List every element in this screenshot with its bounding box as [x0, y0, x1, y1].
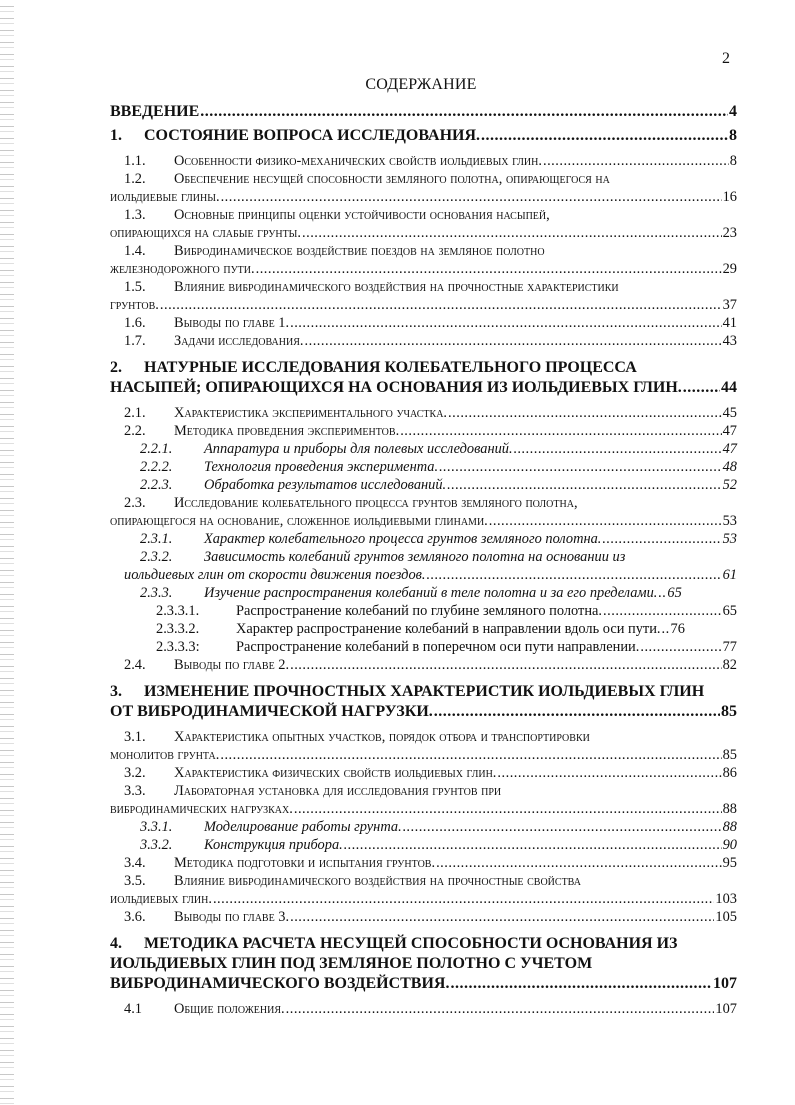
- toc-text: [124, 332, 304, 350]
- page-ref: 107: [713, 975, 737, 992]
- page-title: СОДЕРЖАНИЕ: [365, 76, 477, 93]
- table-of-contents: [110, 100, 737, 1018]
- toc-text: [140, 836, 343, 854]
- page-ref: 103: [715, 891, 737, 907]
- toc-line: [140, 836, 737, 854]
- toc-text: Распространение колебаний по глубине земляного полотна.: [236, 603, 603, 619]
- toc-line: [124, 494, 737, 512]
- toc-section-2-3[interactable]: [110, 494, 737, 530]
- section-number: 2.3.3.3:: [156, 639, 200, 655]
- toc-line: [140, 440, 737, 458]
- dot-leader: [344, 836, 722, 854]
- section-number: 3.3.2.: [140, 837, 173, 853]
- page-ref: 95: [722, 855, 737, 871]
- page-ref: 53: [722, 513, 737, 529]
- page-ref: 16: [722, 189, 737, 205]
- page-ref: 4: [729, 103, 737, 120]
- toc-line: [124, 566, 737, 584]
- toc-section-3-3[interactable]: [110, 782, 737, 818]
- dot-leader: [160, 296, 722, 314]
- toc-text: грунтов.: [110, 297, 159, 313]
- dot-leader: [447, 476, 721, 494]
- dot-leader: [290, 656, 722, 674]
- toc-line: [124, 764, 737, 782]
- section-number: 3.2.: [124, 765, 146, 781]
- page-ref: 29: [722, 261, 737, 277]
- section-number: 2.1.: [124, 405, 146, 421]
- toc-line: [124, 872, 737, 890]
- toc-text: Лабораторная установка для исследования грунтов при: [174, 783, 502, 799]
- toc-section-2-2-1[interactable]: [110, 440, 737, 458]
- toc-line: [156, 602, 737, 620]
- toc-text: [124, 1000, 285, 1018]
- toc-text: Изучение распространения колебаний в теле полотна и за его пределами.: [204, 585, 658, 601]
- toc-section-2-3-3-1[interactable]: [110, 602, 737, 620]
- page-ref: 85: [721, 703, 737, 720]
- toc-text: [124, 404, 447, 422]
- toc-line: [110, 512, 737, 530]
- dot-leader: [400, 422, 721, 440]
- toc-text: [124, 854, 435, 872]
- toc-text: Характеристика физических свойств иольдиевых глин.: [174, 765, 497, 781]
- toc-line: [124, 170, 737, 188]
- page-ref: 88: [722, 819, 737, 835]
- toc-line: [110, 260, 737, 278]
- dot-leader: [220, 746, 721, 764]
- toc-text: Распространение колебаний в поперечном оси пути направлении.: [236, 639, 640, 655]
- toc-section-1-4[interactable]: [110, 242, 737, 278]
- toc-line: [156, 638, 737, 656]
- toc-line: [124, 152, 737, 170]
- section-number: 3.1.: [124, 729, 146, 745]
- toc-line: [110, 800, 737, 818]
- toc-text: Особенности физико-механических свойств иольдиевых глин.: [174, 153, 542, 169]
- dot-leader: [481, 126, 728, 146]
- toc-chapter-2[interactable]: [110, 358, 737, 398]
- toc-line: [110, 974, 737, 994]
- toc-text: ВВЕДЕНИЕ: [110, 103, 200, 120]
- toc-section-2-3-3[interactable]: [110, 584, 737, 602]
- toc-section-2-2[interactable]: [110, 422, 737, 440]
- page-ref: 65: [722, 603, 737, 619]
- dot-leader: [221, 188, 722, 206]
- section-number: 2.2.3.: [140, 477, 173, 493]
- section-number: 2.3.: [124, 495, 146, 511]
- toc-line: [124, 332, 737, 350]
- toc-section-1-3[interactable]: [110, 206, 737, 242]
- toc-text: Характеристика опытных участков, порядок отбора и транспортировки: [174, 729, 590, 745]
- toc-line: [110, 296, 737, 314]
- toc-text: Конструкция прибора.: [204, 837, 343, 853]
- section-number: 2.3.3.: [140, 585, 173, 601]
- page-ref: 76: [670, 621, 685, 637]
- page-ref: 8: [729, 153, 737, 169]
- page-ref: 53: [722, 531, 737, 547]
- toc-line: [124, 314, 737, 332]
- toc-section-1-2[interactable]: [110, 170, 737, 206]
- page-ref: 47: [722, 441, 737, 457]
- toc-section-2-2-2[interactable]: [110, 458, 737, 476]
- toc-text: Методика проведения экспериментов.: [174, 423, 400, 439]
- page-ref: 41: [722, 315, 737, 331]
- toc-text: ОТ ВИБРОДИНАМИЧЕСКОЙ НАГРУЗКИ.: [110, 703, 433, 720]
- toc-text: [156, 602, 602, 620]
- toc-section-3-5[interactable]: [110, 872, 737, 908]
- toc-chapter-4[interactable]: [110, 934, 737, 994]
- dot-leader: [213, 890, 714, 908]
- page-ref: 61: [722, 567, 737, 583]
- page-ref: 37: [722, 297, 737, 313]
- page-ref: 48: [722, 459, 737, 475]
- toc-text: опирающегося на основание, сложенное иольдиевыми глинами.: [110, 513, 488, 529]
- dot-leader: [603, 602, 722, 620]
- toc-text: Обеспечение несущей способности земляного полотна, опирающегося на: [174, 171, 610, 187]
- toc-section-1-1[interactable]: [110, 152, 737, 170]
- section-number: 1.6.: [124, 315, 146, 331]
- toc-text: иольдиевых глин от скорости движения поездов.: [124, 567, 426, 583]
- toc-line: [124, 728, 737, 746]
- toc-section-3-3-1[interactable]: [110, 818, 737, 836]
- dot-leader: [294, 800, 722, 818]
- section-number: 4.1: [124, 1001, 142, 1017]
- section-number: 1.1.: [124, 153, 146, 169]
- toc-text: иольдиевые глины.: [110, 189, 220, 205]
- toc-text: [140, 458, 438, 476]
- section-number: 2.3.1.: [140, 531, 173, 547]
- toc-section-2-1[interactable]: [110, 404, 737, 422]
- section-number: 3.3.1.: [140, 819, 173, 835]
- section-number: 3.: [110, 683, 122, 700]
- toc-text: Характер колебательного процесса грунтов земляного полотна.: [204, 531, 602, 547]
- dot-leader: [427, 566, 722, 584]
- toc-line: [124, 206, 737, 224]
- dot-leader: [403, 818, 722, 836]
- section-number: 1.: [110, 127, 122, 144]
- toc-line: ИОЛЬДИЕВЫХ ГЛИН ПОД ЗЕМЛЯНОЕ ПОЛОТНО С УЧЕТОМ: [110, 955, 593, 972]
- section-number: 4.: [110, 935, 122, 952]
- toc-text: Моделирование работы грунта.: [204, 819, 402, 835]
- toc-section-1-6[interactable]: [110, 314, 737, 332]
- toc-text: ВИБРОДИНАМИЧЕСКОГО ВОЗДЕЙСТВИЯ.: [110, 975, 450, 992]
- toc-text: Выводы по главе 1.: [174, 315, 290, 331]
- toc-line: [110, 682, 737, 702]
- dot-leader: [305, 332, 722, 350]
- toc-section-3-3-2[interactable]: [110, 836, 737, 854]
- toc-section-1-7[interactable]: [110, 332, 737, 350]
- page-ref: 43: [722, 333, 737, 349]
- dot-leader: [662, 620, 670, 638]
- toc-section-2-2-3[interactable]: [110, 476, 737, 494]
- section-number: 3.6.: [124, 909, 146, 925]
- toc-line: [110, 702, 737, 722]
- section-number: 2.3.3.1.: [156, 603, 200, 619]
- section-number: 2.2.1.: [140, 441, 173, 457]
- toc-text: [140, 584, 657, 602]
- dot-leader: [200, 102, 728, 122]
- toc-chapter-1[interactable]: [110, 126, 737, 146]
- toc-text: Выводы по главе 2.: [174, 657, 290, 673]
- dot-leader: [543, 152, 729, 170]
- scan-edge-artifact: [0, 0, 14, 1105]
- page-ref: 107: [715, 1001, 737, 1017]
- toc-line: [140, 530, 737, 548]
- toc-text: Задачи исследования.: [174, 333, 304, 349]
- toc-text: Исследование колебательного процесса грунтов земляного полотна,: [174, 495, 578, 511]
- toc-section-3-2[interactable]: [110, 764, 737, 782]
- toc-line: [110, 102, 737, 122]
- toc-section-2-3-3-3[interactable]: [110, 638, 737, 656]
- toc-line: [110, 224, 737, 242]
- toc-section-2-4[interactable]: [110, 656, 737, 674]
- toc-line: [124, 854, 737, 872]
- dot-leader: [450, 974, 712, 994]
- dot-leader: [602, 530, 721, 548]
- toc-text: [140, 530, 601, 548]
- toc-line: [140, 476, 737, 494]
- toc-section-2-3-1[interactable]: [110, 530, 737, 548]
- toc-line: [124, 782, 737, 800]
- toc-text: Основные принципы оценки устойчивости основания насыпей,: [174, 207, 550, 223]
- toc-line: [156, 620, 737, 638]
- toc-line: [110, 934, 737, 954]
- section-number: 2.: [110, 359, 122, 376]
- page-ref: 105: [715, 909, 737, 925]
- toc-text: [140, 476, 446, 494]
- toc-text: Характер распространение колебаний в направлении вдоль оси пути.: [236, 621, 661, 637]
- dot-leader: [658, 584, 666, 602]
- toc-text: МЕТОДИКА РАСЧЕТА НЕСУЩЕЙ СПОСОБНОСТИ ОСНОВАНИЯ ИЗ: [144, 935, 678, 952]
- toc-chapter-3[interactable]: [110, 682, 737, 722]
- toc-section-2-3-2[interactable]: [110, 548, 737, 584]
- section-number: 2.2.2.: [140, 459, 173, 475]
- toc-line: [110, 746, 737, 764]
- toc-line: [124, 908, 737, 926]
- toc-text: монолитов грунта.: [110, 747, 220, 763]
- toc-section-3-1[interactable]: [110, 728, 737, 764]
- toc-line: [124, 278, 737, 296]
- section-number: 1.5.: [124, 279, 146, 295]
- toc-text: Технология проведения эксперимента.: [204, 459, 439, 475]
- dot-leader: [514, 440, 722, 458]
- toc-text: Аппаратура и приборы для полевых исследований.: [204, 441, 513, 457]
- toc-line: [124, 656, 737, 674]
- toc-text: Характеристика экспериментального участка.: [174, 405, 448, 421]
- toc-text: Зависимость колебаний грунтов земляного полотна на основании из: [204, 549, 626, 565]
- toc-text: [124, 422, 399, 440]
- dot-leader: [683, 378, 720, 398]
- toc-line: [110, 890, 737, 908]
- toc-text: Вибродинамическое воздействие поездов на земляное полотно: [174, 243, 545, 259]
- page-ref: 44: [721, 379, 737, 396]
- toc-text: НАТУРНЫЕ ИССЛЕДОВАНИЯ КОЛЕБАТЕЛЬНОГО ПРОЦЕССА: [144, 359, 637, 376]
- section-number: 2.3.3.2.: [156, 621, 200, 637]
- section-number: 2.4.: [124, 657, 146, 673]
- toc-entry-intro[interactable]: [110, 102, 737, 122]
- section-number: 1.3.: [124, 207, 146, 223]
- toc-line: [110, 188, 737, 206]
- toc-text: [124, 314, 289, 332]
- dot-leader: [436, 854, 722, 872]
- toc-line: [140, 458, 737, 476]
- toc-text: [124, 656, 289, 674]
- toc-line: [140, 818, 737, 836]
- toc-text: Выводы по главе 3.: [174, 909, 290, 925]
- toc-text: СОСТОЯНИЕ ВОПРОСА ИССЛЕДОВАНИЯ.: [144, 127, 481, 144]
- toc-section-2-3-3-2[interactable]: [110, 620, 737, 638]
- toc-line: [140, 548, 737, 566]
- toc-line: [124, 404, 737, 422]
- section-number: 3.5.: [124, 873, 146, 889]
- toc-section-4-1[interactable]: [110, 1000, 737, 1018]
- page-ref: 85: [722, 747, 737, 763]
- section-number: 3.3.: [124, 783, 146, 799]
- toc-section-3-4[interactable]: [110, 854, 737, 872]
- dot-leader: [290, 314, 722, 332]
- section-number: 1.2.: [124, 171, 146, 187]
- dot-leader: [286, 1000, 715, 1018]
- toc-text: [110, 126, 480, 146]
- toc-line: [110, 126, 737, 146]
- toc-text: Влияние вибродинамического воздействия на прочностные характеристики: [174, 279, 619, 295]
- toc-section-3-6[interactable]: [110, 908, 737, 926]
- section-number: 1.7.: [124, 333, 146, 349]
- dot-leader: [256, 260, 722, 278]
- toc-text: НАСЫПЕЙ; ОПИРАЮЩИХСЯ НА ОСНОВАНИЯ ИЗ ИОЛЬДИЕВЫХ ГЛИН.: [110, 379, 682, 396]
- toc-text: Общие положения.: [174, 1001, 285, 1017]
- page-ref: 82: [722, 657, 737, 673]
- dot-leader: [434, 702, 720, 722]
- toc-section-1-5[interactable]: [110, 278, 737, 314]
- page-ref: 86: [722, 765, 737, 781]
- toc-text: вибродинамических нагрузках.: [110, 801, 293, 817]
- dot-leader: [489, 512, 722, 530]
- toc-text: [156, 620, 661, 638]
- toc-text: иольдиевых глин.: [110, 891, 212, 907]
- toc-text: [156, 638, 639, 656]
- toc-text: опирающихся на слабые грунты.: [110, 225, 301, 241]
- dot-leader: [290, 908, 714, 926]
- toc-text: ИЗМЕНЕНИЕ ПРОЧНОСТНЫХ ХАРАКТЕРИСТИК ИОЛЬДИЕВЫХ ГЛИН: [144, 683, 705, 700]
- page-number: 2: [722, 50, 730, 67]
- dot-leader: [640, 638, 721, 656]
- toc-text: Влияние вибродинамического воздействия на прочностные свойства: [174, 873, 581, 889]
- toc-text: [124, 908, 289, 926]
- toc-line: [140, 584, 737, 602]
- toc-text: [124, 764, 496, 782]
- page-ref: 47: [722, 423, 737, 439]
- dot-leader: [302, 224, 722, 242]
- toc-text: железнодорожного пути.: [110, 261, 255, 277]
- page-ref: 23: [722, 225, 737, 241]
- toc-line: [110, 378, 737, 398]
- dot-leader: [448, 404, 722, 422]
- section-number: 3.4.: [124, 855, 146, 871]
- toc-text: [124, 152, 542, 170]
- toc-line: [124, 242, 737, 260]
- page-ref: 77: [722, 639, 737, 655]
- toc-text: Методика подготовки и испытания грунтов.: [174, 855, 436, 871]
- page-ref: 65: [667, 585, 682, 601]
- dot-leader: [497, 764, 721, 782]
- section-number: 1.4.: [124, 243, 146, 259]
- page-ref: 45: [722, 405, 737, 421]
- toc-line: [124, 422, 737, 440]
- toc-text: [140, 440, 513, 458]
- section-number: 2.3.2.: [140, 549, 173, 565]
- dot-leader: [439, 458, 722, 476]
- page-ref: 8: [729, 127, 737, 144]
- toc-line: [110, 358, 737, 378]
- page-ref: 52: [722, 477, 737, 493]
- toc-text: Обработка результатов исследований.: [204, 477, 447, 493]
- page-ref: 90: [722, 837, 737, 853]
- toc-line: [124, 1000, 737, 1018]
- section-number: 2.2.: [124, 423, 146, 439]
- page-ref: 88: [722, 801, 737, 817]
- toc-text: [140, 818, 402, 836]
